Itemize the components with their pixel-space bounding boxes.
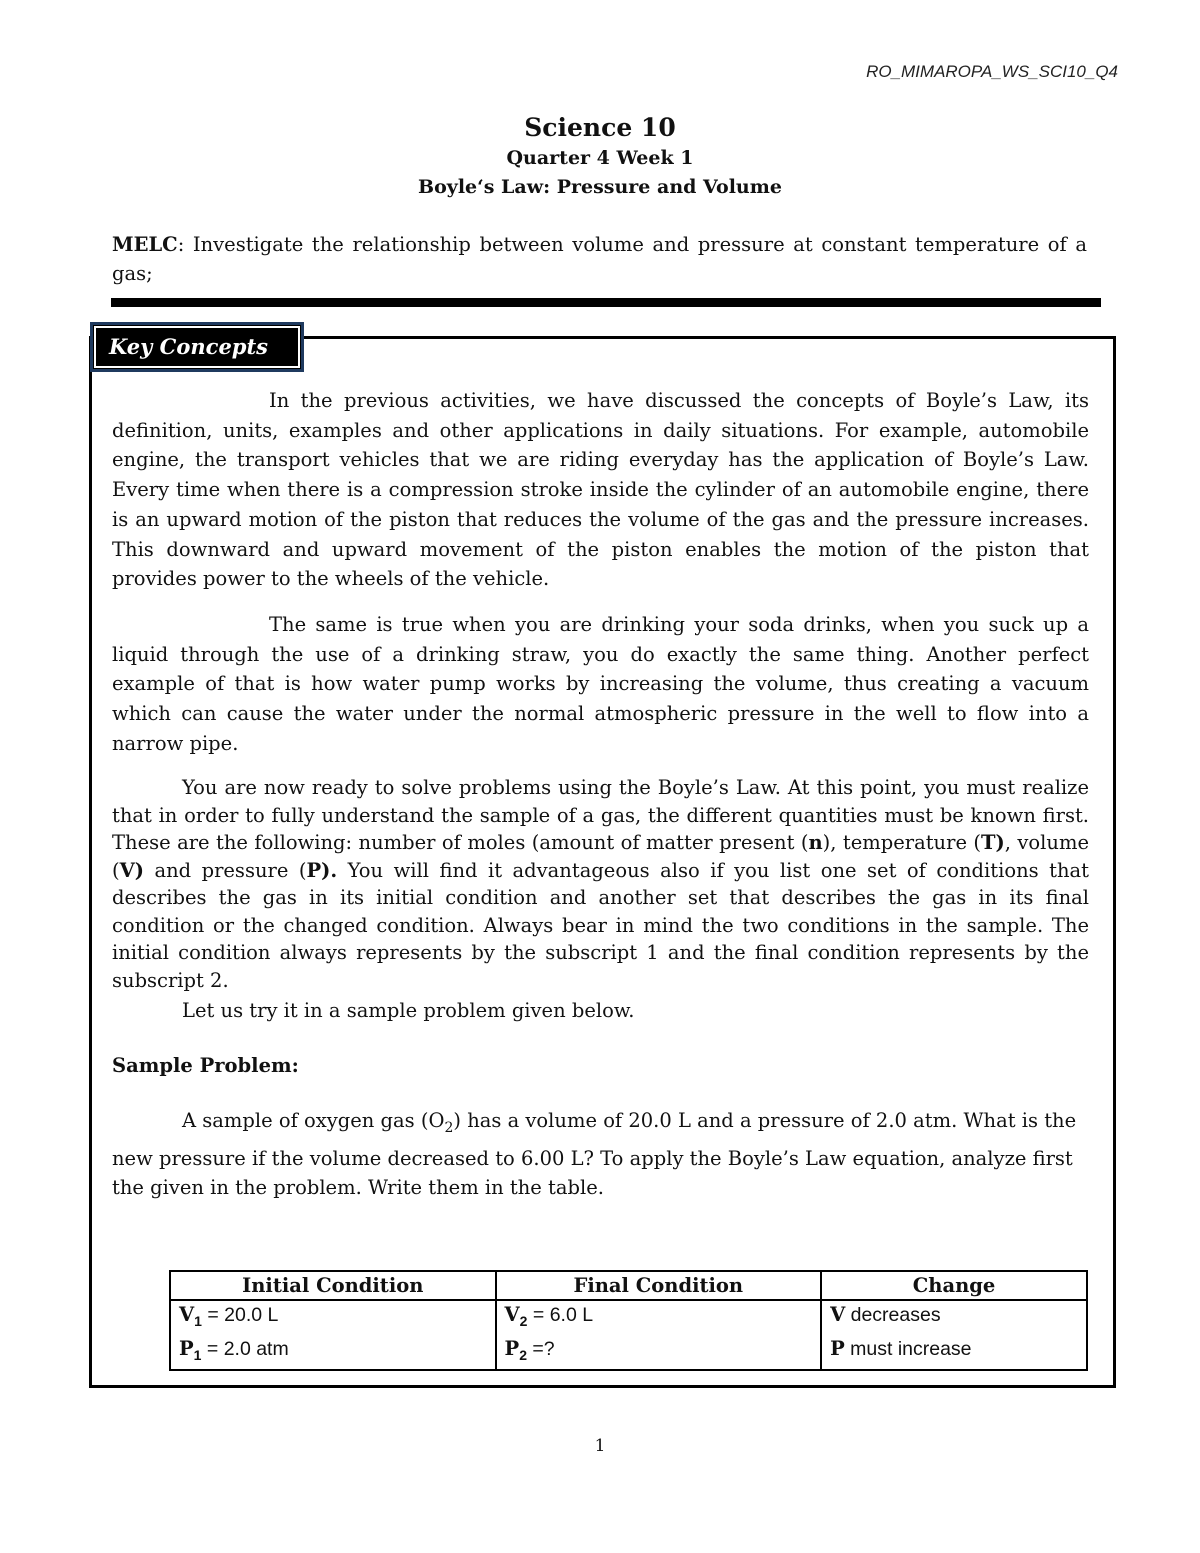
p3-text-a: You are now ready to solve problems using the Boyle’s Law. At this point, you must realize that in order to fully understand the sample of a gas, the different quantities must be known first. These are the following: number of moles (amount of matter present ( xyxy=(112,776,1089,855)
p3-text-d: and pressure ( xyxy=(143,858,307,882)
title-block xyxy=(0,112,1200,202)
value: must increase xyxy=(844,1337,972,1360)
document-code: RO_MIMAROPA_WS_SCI10_Q4 xyxy=(866,62,1118,81)
p3-text-b: ), temperature ( xyxy=(822,831,982,855)
table-cell xyxy=(821,1335,1087,1370)
moles-symbol: n xyxy=(808,831,823,855)
symbol: P xyxy=(179,1336,194,1360)
header-change: Change xyxy=(821,1271,1087,1300)
key-concepts-tab xyxy=(90,322,304,372)
table-cell xyxy=(821,1300,1087,1335)
conditions-table xyxy=(169,1270,1088,1371)
lesson-topic: Boyle‘s Law: Pressure and Volume xyxy=(418,176,782,198)
header-final: Final Condition xyxy=(496,1271,822,1300)
paragraph-quantities xyxy=(112,774,1089,994)
key-concepts-label: Key Concepts xyxy=(109,334,269,359)
sample-text-a: A sample of oxygen gas (O xyxy=(182,1109,445,1133)
symbol: V xyxy=(830,1303,846,1326)
symbol: P xyxy=(504,1336,520,1360)
symbol: V xyxy=(504,1303,520,1326)
table-cell xyxy=(170,1335,496,1370)
value: = 2.0 atm xyxy=(201,1337,289,1360)
p3-text-e: You will find it advantageous also if you list one set of conditions that describes the gas in its initial condition and another set that describes the gas in its final condition or the changed condition. Always bear in mind the two conditions in the sample. The initial condition always represents by the subscript 1 and the final condition represents by the subscript 2. xyxy=(112,858,1089,992)
melc-statement xyxy=(112,230,1087,288)
table-row xyxy=(170,1335,1087,1370)
subscript: 2 xyxy=(519,1312,528,1329)
subscript: 2 xyxy=(519,1346,527,1363)
pressure-symbol: P). xyxy=(306,858,338,882)
sample-problem-heading: Sample Problem: xyxy=(112,1054,299,1078)
header-initial: Initial Condition xyxy=(170,1271,496,1300)
subscript: 1 xyxy=(193,1346,202,1363)
value: = 6.0 L xyxy=(527,1304,594,1326)
table-cell xyxy=(496,1300,822,1335)
value: = 20.0 L xyxy=(201,1304,279,1326)
table-cell xyxy=(170,1300,496,1335)
symbol: V xyxy=(179,1303,195,1326)
table-cell xyxy=(496,1335,822,1370)
paragraph-try-it: Let us try it in a sample problem given below. xyxy=(182,999,635,1023)
sample-problem-text xyxy=(112,1106,1089,1202)
paragraph-engine: In the previous activities, we have discussed the concepts of Boyle’s Law, its definition, units, examples and other applications in daily situations. For example, automobile engine, the transport vehicles that we are riding everyday has the application of Boyle’s Law. Every time when there is a compression stroke inside the cylinder of an automobile engine, there is an upward motion of the piston that reduces the volume of the gas and the pressure increases. This downward and upward movement of the piston enables the motion of the piston that provides power to the wheels of the vehicle. xyxy=(112,389,1089,591)
page-title: Science 10 xyxy=(524,113,676,142)
divider-rule xyxy=(111,298,1101,307)
page-number: 1 xyxy=(594,1436,606,1456)
symbol: P xyxy=(830,1336,845,1360)
table-header-row xyxy=(170,1271,1087,1300)
melc-label: MELC xyxy=(112,233,178,256)
table-row xyxy=(170,1300,1087,1335)
key-concepts-content xyxy=(112,386,1089,1203)
p3-text-c: , volume ( xyxy=(112,831,1090,882)
value: decreases xyxy=(845,1304,941,1326)
temperature-symbol: T) xyxy=(981,831,1005,855)
volume-symbol: V) xyxy=(119,858,144,882)
value: =? xyxy=(527,1337,555,1360)
oxygen-subscript: 2 xyxy=(444,1120,454,1137)
paragraph-straw: The same is true when you are drinking your soda drinks, when you suck up a liquid through the use of a drinking straw, you do exactly the same thing. Another perfect example of that is how water pump works by increasing the volume, thus creating a vacuum which can cause the water under the normal atmospheric pressure in the well to flow into a narrow pipe. xyxy=(112,612,1089,755)
quarter-week: Quarter 4 Week 1 xyxy=(506,147,694,169)
subscript: 1 xyxy=(194,1312,202,1329)
sample-text-b: ) has a volume of 20.0 L and a pressure of 2.0 atm. What is the new pressure if the volume decreased to 6.00 L? To apply the Boyle’s Law equation, analyze first the given in the problem. Write them in the table. xyxy=(112,1109,1077,1200)
melc-text: : Investigate the relationship between volume and pressure at constant temperature of a gas; xyxy=(112,233,1087,285)
